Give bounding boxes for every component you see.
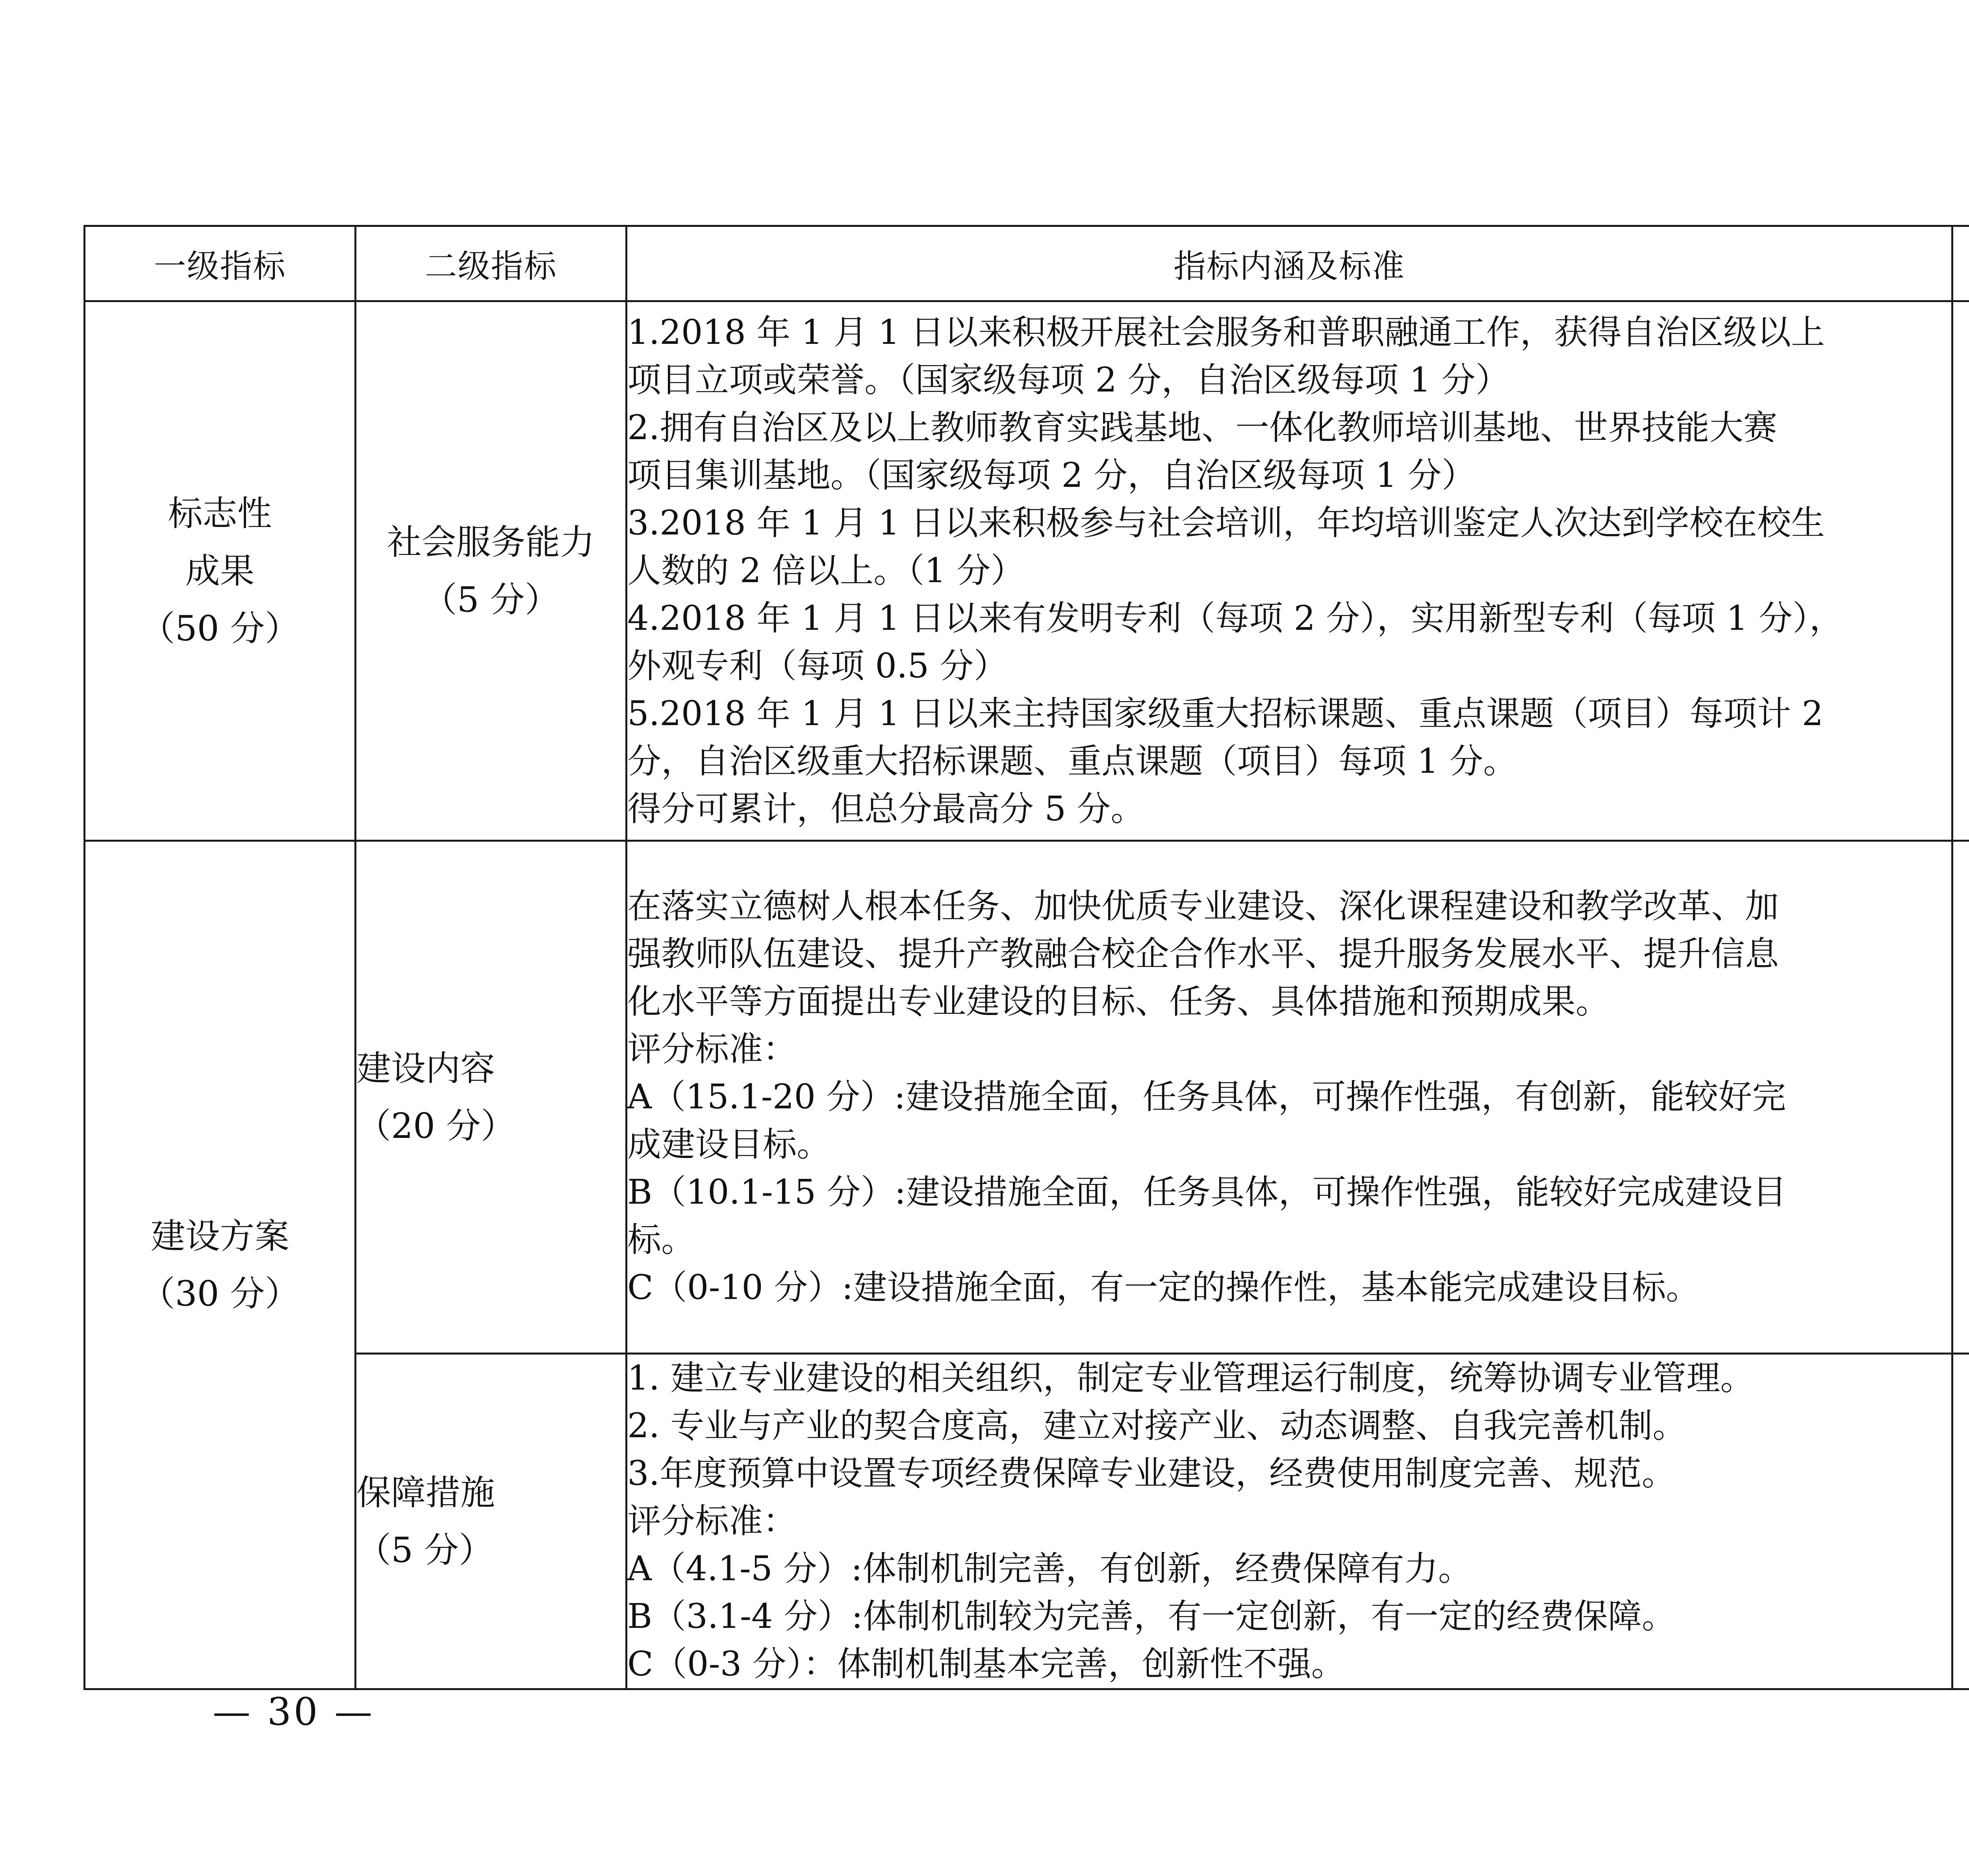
- content-line: 人数的 2 倍以上。（1 分）: [627, 551, 1025, 590]
- content-line: B（3.1-4 分）:体制机制较为完善，有一定创新，有一定的经费保障。: [627, 1597, 1676, 1636]
- secondary-indicator-cell: [356, 1354, 627, 1689]
- content-line: 得分可累计，但总分最高分 5 分。: [627, 789, 1145, 829]
- content-line: 强教师队伍建设、提升产教融合校企合作水平、提升服务发展水平、提升信息: [627, 934, 1779, 974]
- content-line: 3.2018 年 1 月 1 日以来积极参与社会培训，年均培训鉴定人次达到学校在校生: [627, 503, 1825, 543]
- content-line: C（0-3 分）：体制机制基本完善，创新性不强。: [627, 1644, 1345, 1684]
- content-line: 评分标准：: [627, 1030, 797, 1069]
- content-line: 5.2018 年 1 月 1 日以来主持国家级重大招标课题、重点课题（项目）每项计 2: [627, 694, 1824, 733]
- content-line: C（0-10 分）:建设措施全面，有一定的操作性，基本能完成建设目标。: [627, 1268, 1700, 1307]
- content-line: 外观专利（每项 0.5 分）: [627, 646, 1008, 686]
- content-line: 4.2018 年 1 月 1 日以来有发明专利（每项 2 分），实用新型专利（每项 1 分），: [627, 599, 1843, 638]
- content-line: 3.年度预算中设置专项经费保障专业建设，经费使用制度完善、规范。: [627, 1454, 1676, 1493]
- secondary-indicator-name: 建设内容: [356, 1048, 495, 1089]
- content-line: A（15.1-20 分）:建设措施全面，任务具体，可操作性强，有创新，能较好完: [627, 1077, 1786, 1117]
- secondary-indicator-name: 社会服务能力: [387, 521, 595, 562]
- content-line: 标。: [627, 1220, 695, 1260]
- content-line: 2. 专业与产业的契合度高，建立对接产业、动态调整、自我完善机制。: [627, 1406, 1687, 1446]
- content-line: 成建设目标。: [627, 1125, 831, 1164]
- primary-indicator-line: 成果: [185, 550, 255, 591]
- table-row: [85, 301, 1969, 841]
- content-line: B（10.1-15 分）:建设措施全面，任务具体，可操作性强，能较好完成建设目: [627, 1173, 1787, 1212]
- secondary-indicator-score: （20 分）: [356, 1105, 515, 1146]
- connotation-standard-cell: [627, 841, 1952, 1354]
- primary-indicator-score: （30 分）: [140, 1273, 300, 1314]
- table-row: [85, 841, 1969, 1354]
- supporting-material-cell: [1952, 301, 1969, 841]
- content-line: 评分标准：: [627, 1501, 797, 1541]
- primary-indicator-cell: [85, 841, 356, 1689]
- content-line: 1. 建立专业建设的相关组织，制定专业管理运行制度，统筹协调专业管理。: [627, 1358, 1754, 1398]
- content-line: A（4.1-5 分）:体制机制完善，有创新，经费保障有力。: [627, 1549, 1472, 1588]
- header-connotation-standard: 指标内涵及标准: [627, 226, 1952, 301]
- content-line: 在落实立德树人根本任务、加快优质专业建设、深化课程建设和教学改革、加: [627, 887, 1779, 926]
- content-line: 项目立项或荣誉。（国家级每项 2 分，自治区级每项 1 分）: [627, 360, 1509, 400]
- page-number: — 30 —: [213, 1690, 375, 1734]
- table-row: [85, 1354, 1969, 1689]
- primary-indicator-score: （50 分）: [140, 608, 300, 649]
- primary-indicator-cell: [85, 301, 356, 841]
- secondary-indicator-cell: [356, 841, 627, 1354]
- connotation-standard-cell: [627, 301, 1952, 841]
- primary-indicator-line: 建设方案: [150, 1215, 289, 1256]
- connotation-standard-cell: [627, 1354, 1952, 1689]
- content-line: 分，自治区级重大招标课题、重点课题（项目）每项 1 分。: [627, 742, 1517, 781]
- content-line: 2.拥有自治区及以上教师教育实践基地、一体化教师培训基地、世界技能大赛: [627, 408, 1778, 447]
- header-secondary-indicator: 二级指标: [356, 226, 627, 301]
- secondary-indicator-cell: [356, 301, 627, 841]
- evaluation-table: [83, 225, 1969, 1690]
- table-header-row: [85, 226, 1969, 301]
- primary-indicator-line: 标志性: [168, 493, 272, 534]
- content-line: 1.2018 年 1 月 1 日以来积极开展社会服务和普职融通工作，获得自治区级以上: [627, 313, 1825, 352]
- secondary-indicator-score: （5 分）: [422, 579, 560, 620]
- header-primary-indicator: 一级指标: [85, 226, 356, 301]
- supporting-material-cell: [1952, 1354, 1969, 1689]
- content-line: 化水平等方面提出专业建设的目标、任务、具体措施和预期成果。: [627, 982, 1609, 1021]
- content-line: 项目集训基地。（国家级每项 2 分，自治区级每项 1 分）: [627, 456, 1476, 495]
- secondary-indicator-score: （5 分）: [356, 1529, 493, 1570]
- secondary-indicator-name: 保障措施: [356, 1472, 495, 1513]
- header-supporting-materials: [1952, 226, 1969, 301]
- supporting-material-cell: [1952, 841, 1969, 1354]
